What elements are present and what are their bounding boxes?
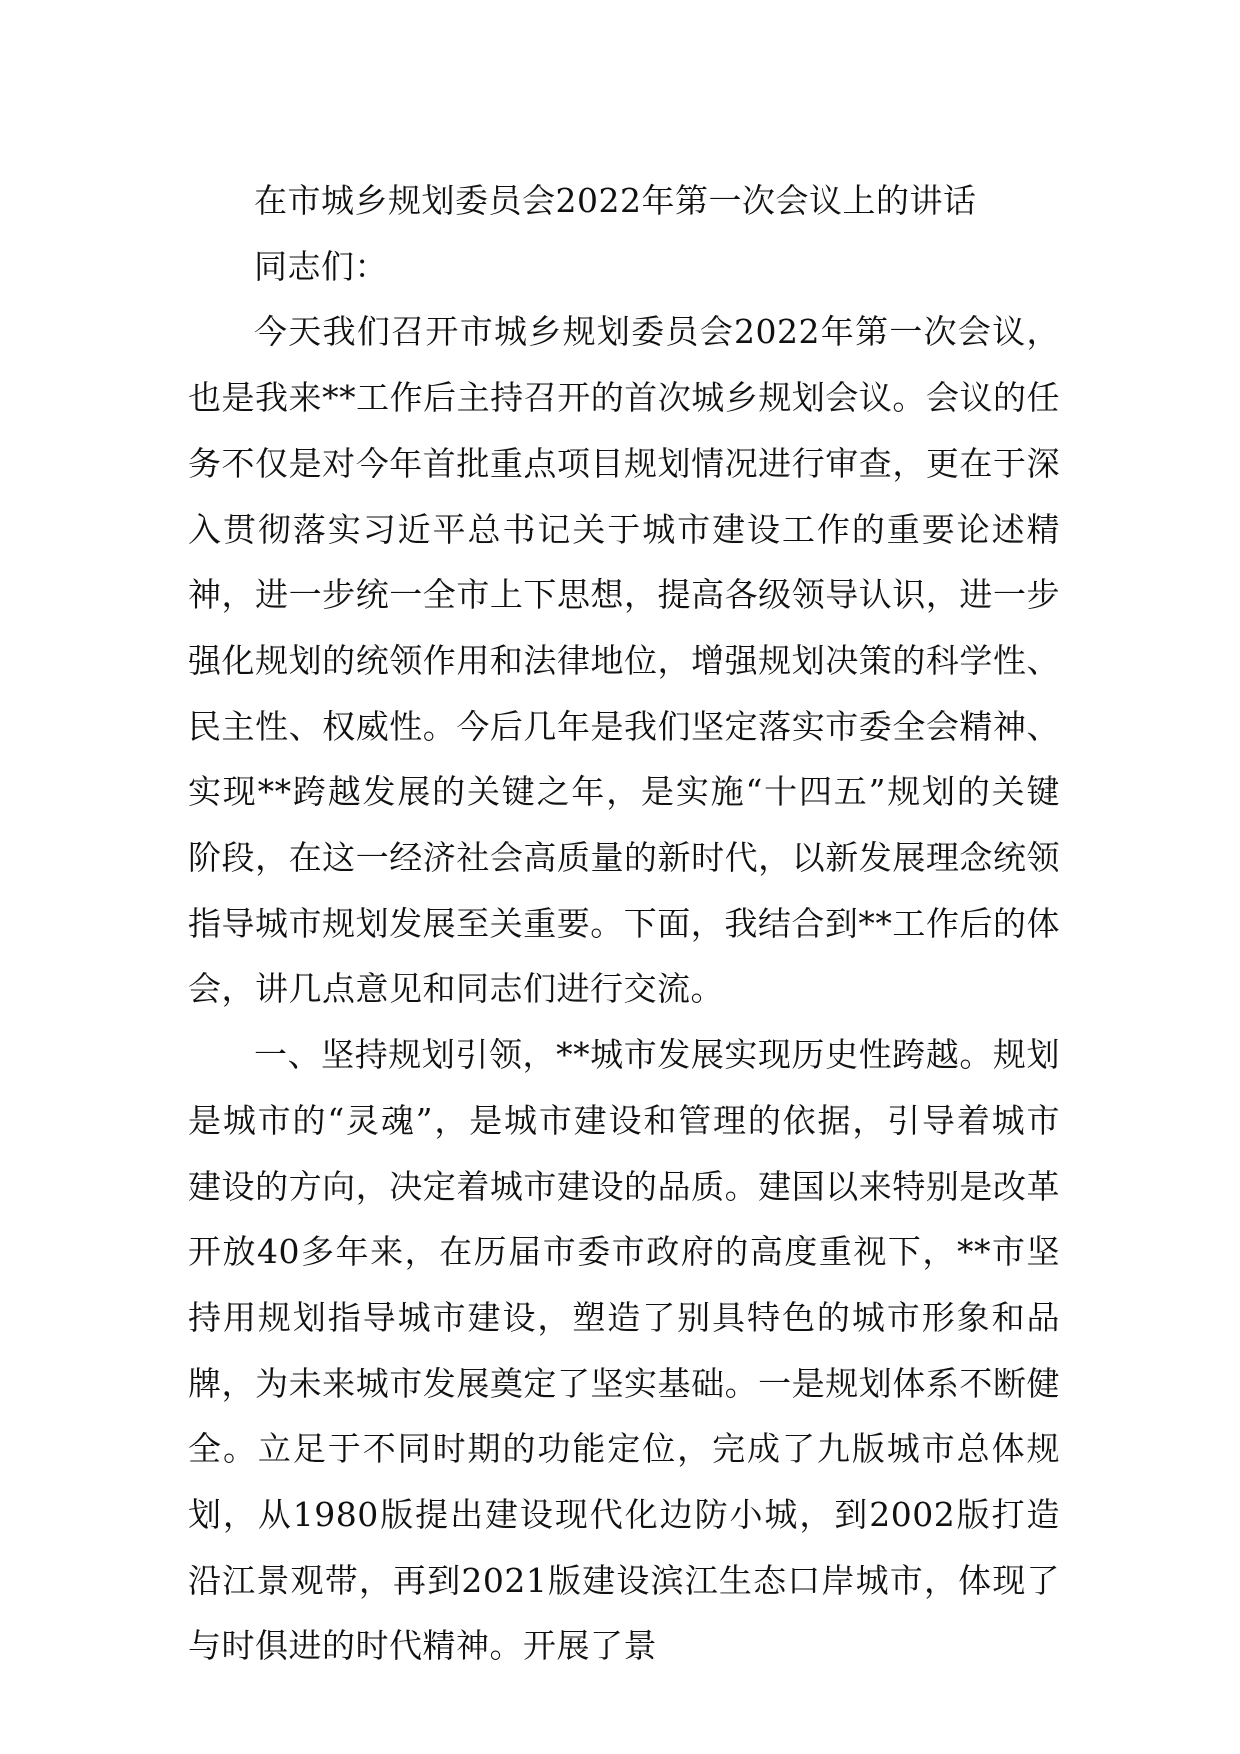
document-title: 在市城乡规划委员会2022年第一次会议上的讲话 xyxy=(254,181,977,220)
paragraph-intro: 今天我们召开市城乡规划委员会2022年第一次会议，也是我来**工作后主持召开的首次城乡规划会议。会议的任务不仅是对今年首批重点项目规划情况进行审查，更在于深入贯彻落实习近平总书记关于城市建设工作的重要论述精神，进一步统一全市上下思想，提高各级领导认识，进一步强化规划的统领作用和法律地位，增强规划决策的科学性、民主性、权威性。今后几年是我们坚定落实市委全会精神、实现**跨越发展的关键之年，是实施“十四五”规划的关键阶段，在这一经济社会高质量的新时代，以新发展理念统领指导城市规划发展至关重要。下面，我结合到**工作后的体会，讲几点意见和同志们进行交流。 xyxy=(188,312,1060,1009)
paragraph-section-one: 一、坚持规划引领，**城市发展实现历史性跨越。规划是城市的“灵魂”，是城市建设和管理的依据，引导着城市建设的方向，决定着城市建设的品质。建国以来特别是改革开放40多年来，在历届市委市政府的高度重视下，**市坚持用规划指导城市建设，塑造了别具特色的城市形象和品牌，为未来城市发展奠定了坚实基础。一是规划体系不断健全。立足于不同时期的功能定位，完成了九版城市总体规划，从1980版提出建设现代化边防小城，到2002版打造沿江景观带，再到2021版建设滨江生态口岸城市，体现了与时俱进的时代精神。开展了景 xyxy=(188,1035,1060,1666)
document-body xyxy=(188,168,1060,1679)
salutation: 同志们： xyxy=(254,246,388,286)
